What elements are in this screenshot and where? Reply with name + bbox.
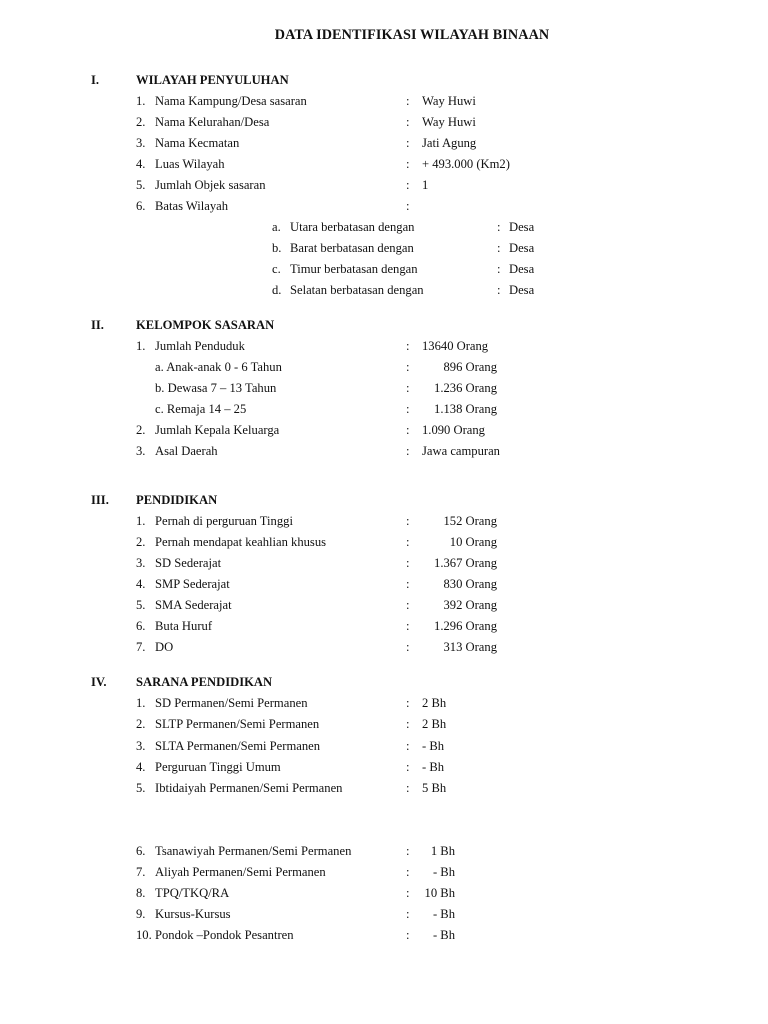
section-4-header [0, 673, 768, 691]
item-number: 10. [136, 928, 152, 942]
list-item [0, 421, 768, 439]
list-item [0, 905, 768, 923]
colon: : [406, 640, 410, 654]
list-item [0, 533, 768, 551]
item-value: 10 Bh [424, 886, 455, 900]
list-item [0, 596, 768, 614]
colon: : [406, 360, 410, 374]
item-value: 2 Bh [422, 717, 447, 731]
item-label: Batas Wilayah [155, 199, 229, 213]
boundary-item [0, 239, 768, 257]
boundary-item [0, 281, 768, 299]
item-label: Aliyah Permanen/Semi Permanen [155, 865, 326, 879]
item-value: 1 [422, 178, 429, 192]
item-value: 13640 Orang [422, 339, 489, 353]
boundary-value: Desa [509, 262, 535, 276]
list-item [0, 176, 768, 194]
colon: : [406, 577, 410, 591]
colon: : [406, 514, 410, 528]
item-number: 6. [136, 619, 146, 633]
colon: : [406, 717, 410, 731]
item-label: DO [155, 640, 174, 654]
item-label: SMA Sederajat [155, 598, 232, 612]
section-1-header [0, 71, 768, 89]
section-number: IV. [91, 675, 107, 689]
list-item [0, 926, 768, 944]
item-label: Tsanawiyah Permanen/Semi Permanen [155, 844, 352, 858]
item-value: + 493.000 (Km2) [422, 157, 510, 171]
colon: : [406, 423, 410, 437]
item-label: TPQ/TKQ/RA [155, 886, 230, 900]
list-item [0, 442, 768, 460]
colon: : [406, 739, 410, 753]
colon: : [406, 760, 410, 774]
item-number: 3. [136, 136, 146, 150]
item-label: Nama Kelurahan/Desa [155, 115, 270, 129]
item-number: 1. [136, 94, 146, 108]
list-item [0, 694, 768, 712]
list-item [0, 512, 768, 530]
boundary-label: Selatan berbatasan dengan [290, 283, 424, 297]
section-2-header [0, 316, 768, 334]
colon: : [406, 199, 410, 213]
list-item [0, 358, 768, 376]
section-title: KELOMPOK SASARAN [136, 318, 275, 332]
colon: : [406, 402, 410, 416]
colon: : [497, 283, 501, 297]
colon: : [406, 339, 410, 353]
item-label: Jumlah Penduduk [155, 339, 245, 353]
item-label: Luas Wilayah [155, 157, 225, 171]
item-value: - Bh [422, 739, 445, 753]
item-number: 2. [136, 535, 146, 549]
boundary-item [0, 218, 768, 236]
item-value: - Bh [432, 928, 455, 942]
item-number: 4. [136, 157, 146, 171]
item-number: 8. [136, 886, 146, 900]
colon: : [406, 928, 410, 942]
item-number: 5. [136, 781, 146, 795]
item-value: 1.138 Orang [434, 402, 497, 416]
item-value: Way Huwi [422, 94, 476, 108]
item-label: Asal Daerah [155, 444, 218, 458]
section-number: II. [91, 318, 104, 332]
list-item [0, 575, 768, 593]
boundary-value: Desa [509, 220, 535, 234]
item-value: - Bh [432, 907, 455, 921]
item-number: 2. [136, 115, 146, 129]
colon: : [497, 241, 501, 255]
colon: : [406, 136, 410, 150]
item-value: 1.296 Orang [434, 619, 497, 633]
item-value: - Bh [432, 865, 455, 879]
colon: : [406, 94, 410, 108]
item-value: 896 Orang [443, 360, 497, 374]
item-value: 2 Bh [422, 696, 447, 710]
item-number: 3. [136, 556, 146, 570]
colon: : [406, 381, 410, 395]
item-value: - Bh [422, 760, 445, 774]
list-item [0, 842, 768, 860]
list-item [0, 400, 768, 418]
item-value: 830 Orang [443, 577, 497, 591]
item-label: Perguruan Tinggi Umum [155, 760, 281, 774]
item-value: Jati Agung [422, 136, 477, 150]
list-item [0, 379, 768, 397]
list-item [0, 197, 768, 215]
colon: : [406, 619, 410, 633]
item-label: Nama Kampung/Desa sasaran [155, 94, 307, 108]
item-label: SD Sederajat [155, 556, 222, 570]
colon: : [406, 781, 410, 795]
list-item [0, 737, 768, 755]
list-item [0, 779, 768, 797]
item-label: Jumlah Objek sasaran [155, 178, 266, 192]
list-item [0, 134, 768, 152]
list-item [0, 92, 768, 110]
item-label: SLTP Permanen/Semi Permanen [155, 717, 320, 731]
item-number: 4. [136, 760, 146, 774]
list-item [0, 554, 768, 572]
item-value: Jawa campuran [422, 444, 500, 458]
item-number: 5. [136, 598, 146, 612]
item-value: 1.367 Orang [434, 556, 497, 570]
section-number: I. [91, 73, 100, 87]
colon: : [406, 556, 410, 570]
colon: : [406, 696, 410, 710]
list-item [0, 758, 768, 776]
item-number: 3. [136, 739, 146, 753]
list-item [0, 715, 768, 733]
list-item [0, 638, 768, 656]
item-number: 2. [136, 717, 146, 731]
item-number: 3. [136, 444, 146, 458]
item-number: 2. [136, 423, 146, 437]
boundary-letter: a. [272, 220, 281, 234]
item-value: 152 Orang [443, 514, 497, 528]
item-label: Jumlah Kepala Keluarga [155, 423, 280, 437]
item-number: 1. [136, 339, 146, 353]
item-value: 392 Orang [443, 598, 497, 612]
section-title: PENDIDIKAN [136, 493, 218, 507]
item-label: c. Remaja 14 – 25 [155, 402, 247, 416]
section-title: SARANA PENDIDIKAN [136, 675, 273, 689]
list-item [0, 884, 768, 902]
item-value: 1.090 Orang [422, 423, 485, 437]
section-number: III. [91, 493, 109, 507]
item-number: 4. [136, 577, 146, 591]
item-label: Pondok –Pondok Pesantren [155, 928, 294, 942]
colon: : [406, 907, 410, 921]
item-number: 7. [136, 640, 146, 654]
colon: : [406, 598, 410, 612]
boundary-letter: d. [272, 283, 282, 297]
colon: : [497, 262, 501, 276]
item-label: Ibtidaiyah Permanen/Semi Permanen [155, 781, 343, 795]
item-label: Buta Huruf [155, 619, 213, 633]
boundary-letter: c. [272, 262, 281, 276]
item-value: 1 Bh [430, 844, 455, 858]
item-number: 7. [136, 865, 146, 879]
colon: : [406, 535, 410, 549]
item-label: a. Anak-anak 0 - 6 Tahun [155, 360, 282, 374]
item-number: 1. [136, 514, 146, 528]
item-value: 1.236 Orang [434, 381, 497, 395]
list-item [0, 337, 768, 355]
list-item [0, 155, 768, 173]
item-number: 5. [136, 178, 146, 192]
section-title: WILAYAH PENYULUHAN [136, 73, 289, 87]
item-label: SMP Sederajat [155, 577, 230, 591]
boundary-value: Desa [509, 241, 535, 255]
item-value: 10 Orang [449, 535, 497, 549]
colon: : [406, 444, 410, 458]
item-label: Pernah di perguruan Tinggi [155, 514, 293, 528]
boundary-label: Barat berbatasan dengan [290, 241, 414, 255]
item-value: 5 Bh [422, 781, 447, 795]
item-label: SLTA Permanen/Semi Permanen [155, 739, 321, 753]
list-item [0, 617, 768, 635]
colon: : [406, 157, 410, 171]
item-label: Nama Kecmatan [155, 136, 240, 150]
colon: : [497, 220, 501, 234]
section-3-header [0, 491, 768, 509]
colon: : [406, 178, 410, 192]
boundary-label: Utara berbatasan dengan [290, 220, 415, 234]
list-item [0, 113, 768, 131]
item-number: 6. [136, 844, 146, 858]
item-label: b. Dewasa 7 – 13 Tahun [155, 381, 277, 395]
colon: : [406, 886, 410, 900]
colon: : [406, 865, 410, 879]
item-label: SD Permanen/Semi Permanen [155, 696, 308, 710]
list-item [0, 863, 768, 881]
item-value: Way Huwi [422, 115, 476, 129]
boundary-item [0, 260, 768, 278]
item-number: 1. [136, 696, 146, 710]
boundary-letter: b. [272, 241, 282, 255]
item-label: Kursus-Kursus [155, 907, 231, 921]
item-value: 313 Orang [443, 640, 497, 654]
document-title: DATA IDENTIFIKASI WILAYAH BINAAN [274, 27, 550, 43]
item-label: Pernah mendapat keahlian khusus [155, 535, 327, 549]
item-number: 9. [136, 907, 146, 921]
boundary-label: Timur berbatasan dengan [290, 262, 418, 276]
colon: : [406, 115, 410, 129]
boundary-value: Desa [509, 283, 535, 297]
colon: : [406, 844, 410, 858]
item-number: 6. [136, 199, 146, 213]
